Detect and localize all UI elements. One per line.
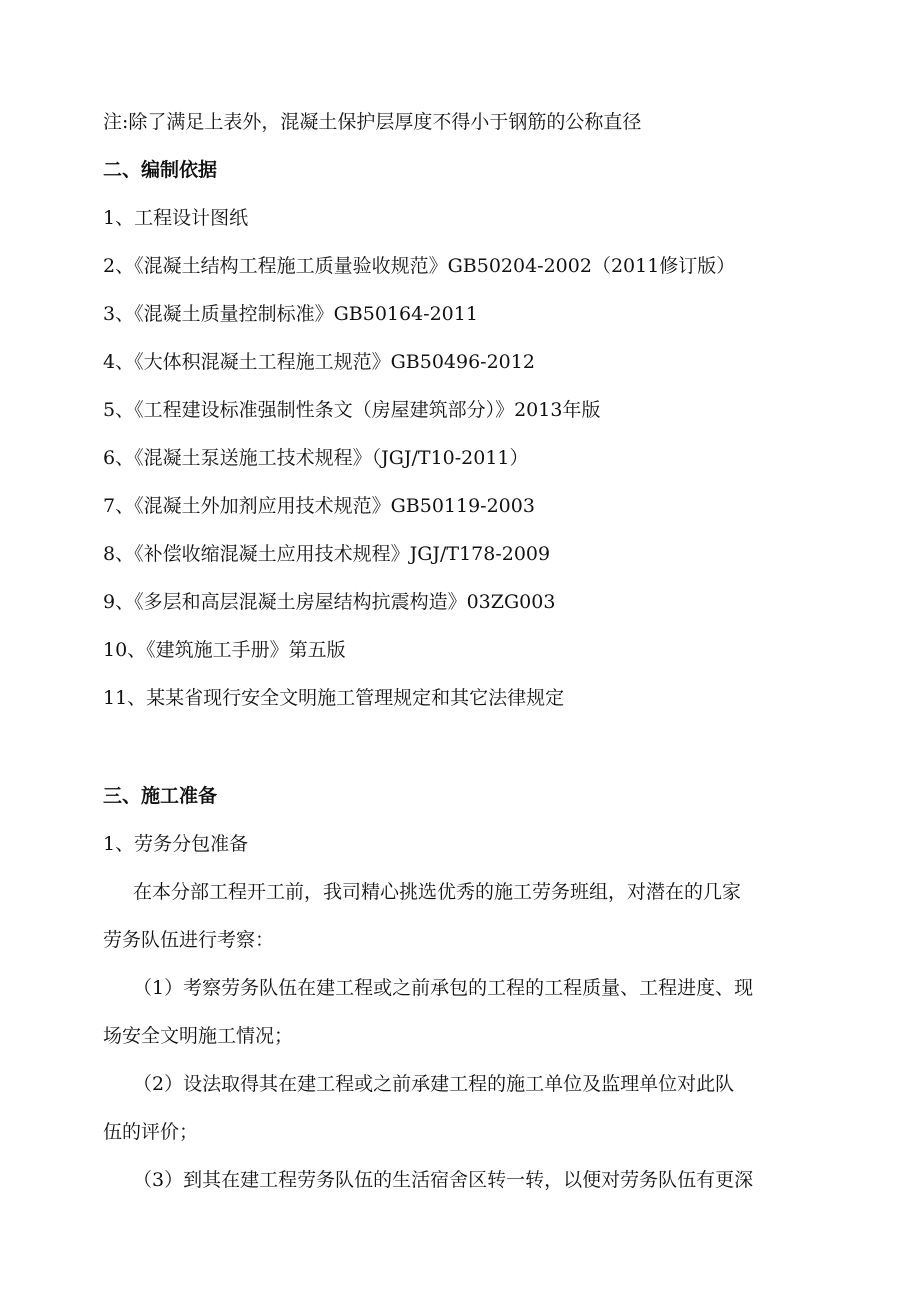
list-item: 5、《工程建设标准强制性条文（房屋建筑部分）》2013年版 bbox=[103, 399, 601, 421]
list-item: 2、《混凝土结构工程施工质量验收规范》GB50204-2002（2011修订版） bbox=[103, 255, 736, 277]
paragraph-line: 伍的评价； bbox=[103, 1121, 199, 1143]
paragraph-line: 场安全文明施工情况； bbox=[103, 1025, 294, 1047]
subheading: 1、劳务分包准备 bbox=[103, 833, 249, 855]
paragraph-line: 劳务队伍进行考察： bbox=[103, 929, 275, 951]
paragraph-line: （1）考察劳务队伍在建工程或之前承包的工程的工程质量、工程进度、现 bbox=[133, 977, 754, 999]
paragraph-line: （3）到其在建工程劳务队伍的生活宿舍区转一转，以便对劳务队伍有更深 bbox=[133, 1169, 754, 1191]
note-text: 注:除了满足上表外，混凝土保护层厚度不得小于钢筋的公称直径 bbox=[103, 111, 642, 133]
list-item: 8、《补偿收缩混凝土应用技术规程》JGJ/T178-2009 bbox=[103, 543, 551, 565]
list-item: 11、某某省现行安全文明施工管理规定和其它法律规定 bbox=[103, 687, 565, 709]
list-item: 1、工程设计图纸 bbox=[103, 207, 249, 229]
list-item: 6、《混凝土泵送施工技术规程》（JGJ/T10-2011） bbox=[103, 447, 529, 469]
list-item: 10、《建筑施工手册》第五版 bbox=[103, 639, 346, 661]
section-2-heading: 二、编制依据 bbox=[103, 159, 218, 181]
list-item: 3、《混凝土质量控制标准》GB50164-2011 bbox=[103, 303, 478, 325]
section-3-heading: 三、施工准备 bbox=[103, 785, 218, 807]
list-item: 4、《大体积混凝土工程施工规范》GB50496-2012 bbox=[103, 351, 535, 373]
list-item: 7、《混凝土外加剂应用技术规范》GB50119-2003 bbox=[103, 495, 535, 517]
list-item: 9、《多层和高层混凝土房屋结构抗震构造》03ZG003 bbox=[103, 591, 556, 613]
paragraph-line: （2）设法取得其在建工程或之前承建工程的施工单位及监理单位对此队 bbox=[133, 1073, 735, 1095]
paragraph-line: 在本分部工程开工前，我司精心挑选优秀的施工劳务班组，对潜在的几家 bbox=[133, 881, 742, 903]
